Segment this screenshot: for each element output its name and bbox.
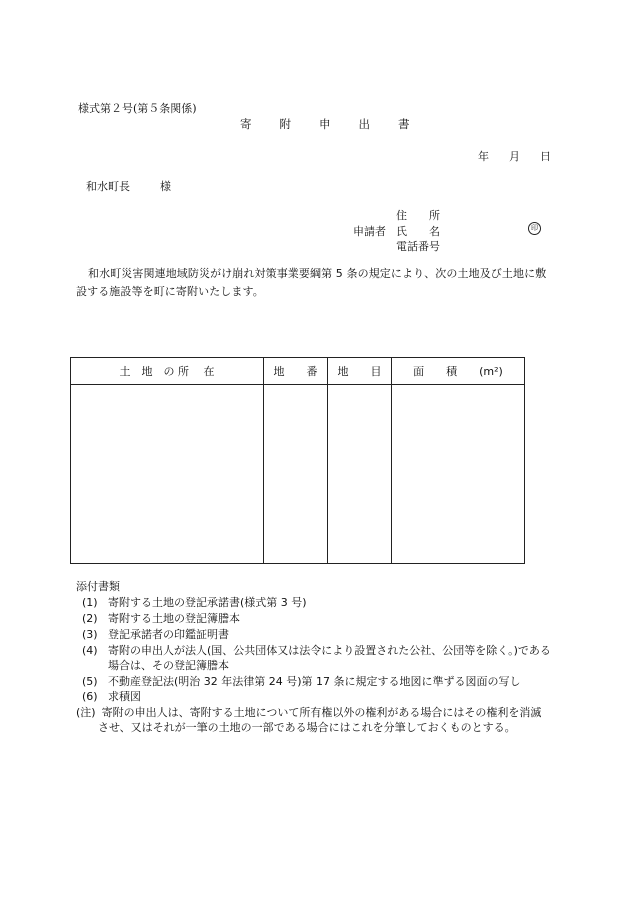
title-char: 書 xyxy=(398,117,410,131)
attachment-item xyxy=(82,610,240,626)
column-header-area: 面 積 (m²) xyxy=(392,358,525,385)
attachment-number: (6) xyxy=(82,690,98,703)
title-char: 寄 xyxy=(240,117,252,131)
title-char: 申 xyxy=(319,117,331,131)
column-header-lot-number: 地 番 xyxy=(264,358,328,385)
document-title xyxy=(240,116,410,132)
applicant-role-label: 申請者 xyxy=(353,225,386,238)
attachment-item xyxy=(82,688,141,704)
land-category-cell[interactable] xyxy=(328,385,392,564)
request-body-text: 和水町災害関連地域防災がけ崩れ対策事業要綱第 5 条の規定により、次の土地及び土地に敷設する施設等を町に寄附いたします。 xyxy=(76,267,547,298)
table-row xyxy=(71,385,525,564)
attachment-text: 登記承諾者の印鑑証明書 xyxy=(108,628,229,641)
note-label: (注) xyxy=(76,706,96,719)
attachment-item xyxy=(82,673,521,689)
note-text: 寄附の申出人は、寄附する土地について所有権以外の権利がある場合にはその権利を消滅 xyxy=(101,706,542,719)
attachment-text: 寄附する土地の登記承諾書(様式第 3 号) xyxy=(108,596,307,609)
form-number: 様式第２号(第５条関係) xyxy=(78,102,197,115)
title-char: 出 xyxy=(358,117,370,131)
addressee-name: 和水町長 xyxy=(86,180,130,193)
land-table xyxy=(70,357,525,564)
attachment-number: (1) xyxy=(82,596,98,609)
attachment-item xyxy=(82,594,307,610)
table-header-row xyxy=(71,358,525,385)
date-month-label: 月 xyxy=(509,150,520,163)
date-year-label: 年 xyxy=(478,150,489,163)
location-cell[interactable] xyxy=(71,385,264,564)
attachment-text: 寄附する土地の登記簿謄本 xyxy=(108,612,240,625)
attachment-number: (2) xyxy=(82,612,98,625)
date-line xyxy=(478,148,551,164)
attachment-item xyxy=(82,642,551,658)
attachments-title: 添付書類 xyxy=(76,580,120,593)
column-header-land-category: 地 目 xyxy=(328,358,392,385)
date-day-label: 日 xyxy=(540,150,551,163)
attachment-number: (5) xyxy=(82,675,98,688)
applicant-name-label: 氏 名 xyxy=(396,225,440,238)
attachment-text: 求積図 xyxy=(108,690,141,703)
attachment-text: 寄附の申出人が法人(国、公共団体又は法令により設置された公社、公団等を除く。)である xyxy=(108,644,551,657)
title-char: 附 xyxy=(279,117,291,131)
area-cell[interactable] xyxy=(392,385,525,564)
addressee-honorific: 様 xyxy=(160,180,171,193)
attachment-continuation: 場合は、その登記簿謄本 xyxy=(108,659,229,672)
attachment-item xyxy=(82,626,229,642)
note-continuation: させ、又はそれが一筆の土地の一部である場合にはこれを分筆しておくものとする。 xyxy=(98,721,516,734)
addressee xyxy=(86,178,171,194)
attachment-number: (4) xyxy=(82,644,98,657)
note-line xyxy=(76,704,541,720)
applicant-phone-label: 電話番号 xyxy=(396,240,440,253)
column-header-location: 土 地 の 所 在 xyxy=(71,358,264,385)
attachment-number: (3) xyxy=(82,628,98,641)
seal-mark-icon: 印 xyxy=(528,222,541,235)
lot-number-cell[interactable] xyxy=(264,385,328,564)
applicant-address-label: 住 所 xyxy=(396,209,440,222)
attachment-text: 不動産登記法(明治 32 年法律第 24 号)第 17 条に規定する地図に準ずる図面の写し xyxy=(108,675,521,688)
